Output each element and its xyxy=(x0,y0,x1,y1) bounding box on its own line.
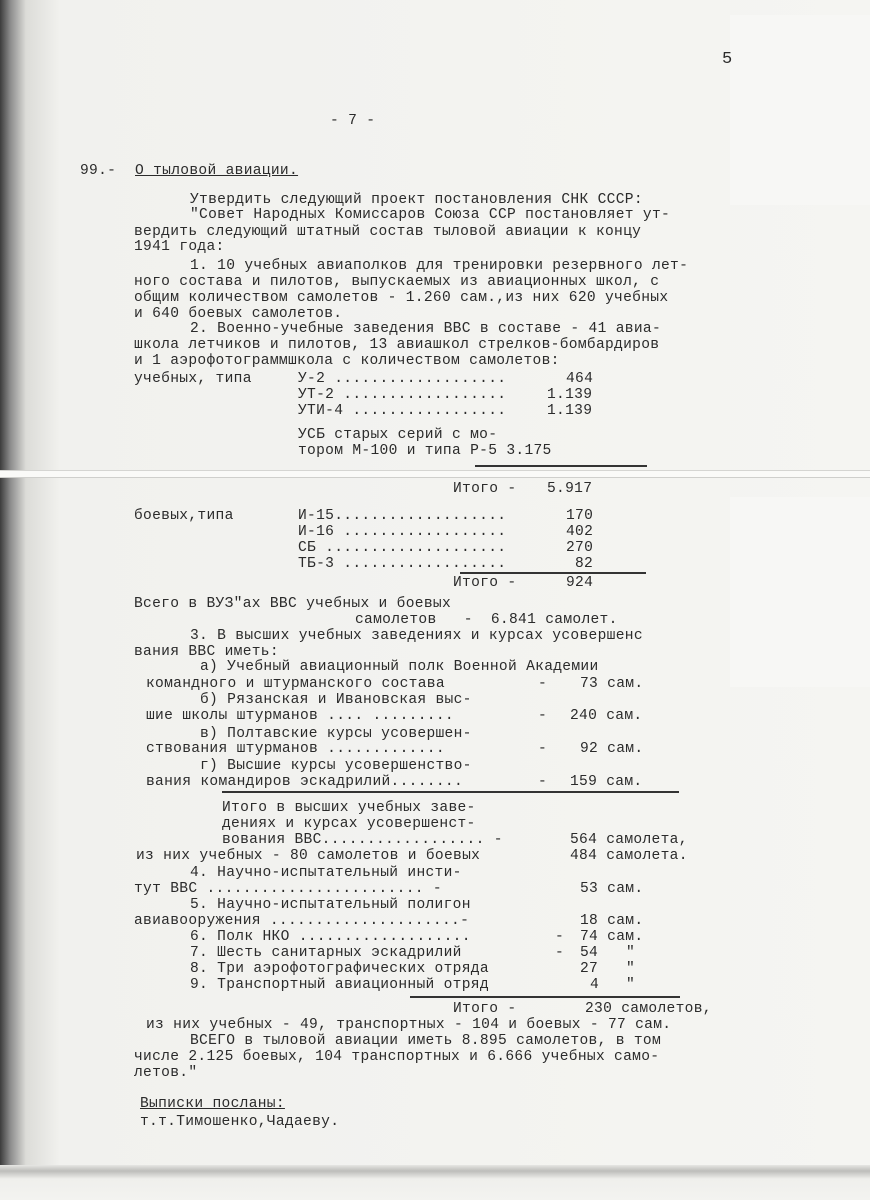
vuz-total-line-2: самолетов - 6.841 самолет. xyxy=(355,612,618,628)
final-total-label: Итого - xyxy=(453,1001,517,1017)
paragraph-7-text: 7. Шесть санитарных эскадрилий xyxy=(190,945,462,961)
paragraph-4-value: 53 сам. xyxy=(580,881,644,897)
scan-seam xyxy=(0,470,870,478)
grand-total-line-3: летов." xyxy=(134,1065,198,1081)
extracts-label: Выписки посланы: xyxy=(140,1096,285,1112)
paragraph-4-line-2: тут ВВС ........................ - xyxy=(134,881,442,897)
paragraph-9-value: 4 xyxy=(590,977,600,993)
item-number: 99.- xyxy=(80,163,117,179)
training-subtotal-rule xyxy=(475,465,647,467)
combat-row-count: 82 xyxy=(575,556,594,572)
paragraph-6-value: 74 сам. xyxy=(580,929,644,945)
p3-item-b-line-2: шие школы штурманов .... ......... xyxy=(146,708,454,724)
final-total-breakdown: из них учебных - 49, транспортных - 104 и боевых - 77 сам. xyxy=(146,1017,672,1033)
paragraph-1-line-4: и 640 боевых самолетов. xyxy=(134,306,343,322)
p3-item-c-line-1: в) Полтавские курсы усовершен- xyxy=(200,726,472,742)
training-row-count: 464 xyxy=(566,371,594,387)
p3-item-a-value: 73 сам. xyxy=(580,676,644,692)
combat-row-count: 402 xyxy=(566,524,594,540)
training-row-name: УТИ-4 ................. xyxy=(298,403,507,419)
paragraph-8-value: 27 xyxy=(580,961,599,977)
intro-line-2: "Совет Народных Комиссаров Союза ССР постановляет ут- xyxy=(190,207,671,223)
p3-item-c-value: 92 сам. xyxy=(580,741,644,757)
combat-row-name: СБ .................... xyxy=(298,540,507,556)
training-row-count: 1.139 xyxy=(547,387,593,403)
p3-subtotal-rule xyxy=(222,791,679,793)
paragraph-5-line-2: авиавооружения .....................- xyxy=(134,913,470,929)
combat-row-name: И-16 .................. xyxy=(298,524,507,540)
paragraph-3-line-1: 3. В высших учебных заведениях и курсах усовершенс xyxy=(190,628,643,644)
combat-row-count: 170 xyxy=(566,508,594,524)
intro-line-3: вердить следующий штатный состав тыловой авиации к концу xyxy=(134,224,642,240)
paragraph-5-line-1: 5. Научно-испытательный полигон xyxy=(190,897,471,913)
paragraph-9-ditto: " xyxy=(626,977,636,993)
vuz-total-line-1: Всего в ВУЗ"ах ВВС учебных и боевых xyxy=(134,596,452,612)
paragraph-3-line-2: вания ВВС иметь: xyxy=(134,644,279,660)
final-subtotal-rule xyxy=(410,996,680,998)
p3-item-b-line-1: б) Рязанская и Ивановская выс- xyxy=(200,692,472,708)
training-usb-line-2: тором М-100 и типа Р-5 3.175 xyxy=(298,443,552,459)
training-row-count: 1.139 xyxy=(547,403,593,419)
p3-item-c-dash: - xyxy=(538,741,548,757)
p3-item-d-line-2: вания командиров эскадрилий........ xyxy=(146,774,464,790)
paragraph-8-text: 8. Три аэрофотографических отряда xyxy=(190,961,489,977)
paragraph-5-value: 18 сам. xyxy=(580,913,644,929)
intro-line-4: 1941 года: xyxy=(134,239,225,255)
page-number: - 7 - xyxy=(330,113,376,129)
higher-total-line-3: вования ВВС.................. - xyxy=(222,832,503,848)
p3-item-b-value: 240 сам. xyxy=(570,708,643,724)
combat-row-name: ТБ-3 .................. xyxy=(298,556,507,572)
combat-subtotal-rule xyxy=(460,572,646,574)
redaction-patch-middle xyxy=(730,497,870,687)
paragraph-1-line-1: 1. 10 учебных авиаполков для тренировки резервного лет- xyxy=(190,258,689,274)
higher-total-line-4: из них учебных - 80 самолетов и боевых xyxy=(136,848,481,864)
recipients: т.т.Тимошенко,Чадаеву. xyxy=(140,1114,340,1130)
page-bottom-edge xyxy=(0,1165,870,1200)
paragraph-2-line-1: 2. Военно-учебные заведения ВВС в составе - 41 авиа- xyxy=(190,321,661,337)
p3-item-d-line-1: г) Высшие курсы усовершенство- xyxy=(200,758,472,774)
p3-item-a-line-1: а) Учебный авиационный полк Военной Академии xyxy=(200,659,599,675)
combat-total-value: 924 xyxy=(566,575,594,591)
p3-item-a-dash: - xyxy=(538,676,548,692)
paragraph-7-ditto: " xyxy=(626,945,636,961)
combat-label: боевых,типа xyxy=(134,508,234,524)
redaction-patch-top xyxy=(730,15,870,205)
p3-item-d-value: 159 сам. xyxy=(570,774,643,790)
corner-mark: 5 xyxy=(722,50,733,69)
paragraph-7-dash: - xyxy=(555,945,565,961)
paragraph-7-value: 54 xyxy=(580,945,599,961)
higher-total-line-1: Итого в высших учебных заве- xyxy=(222,800,476,816)
paragraph-2-line-2: школа летчиков и пилотов, 13 авиашкол стрелков-бомбардиров xyxy=(134,337,660,353)
paragraph-1-line-2: ного состава и пилотов, выпускаемых из авиационных школ, с xyxy=(134,274,660,290)
grand-total-line-1: ВСЕГО в тыловой авиации иметь 8.895 самолетов, в том xyxy=(190,1033,661,1049)
p3-item-d-dash: - xyxy=(538,774,548,790)
combat-row-name: И-15................... xyxy=(298,508,507,524)
paragraph-6-text: 6. Полк НКО ................... xyxy=(190,929,471,945)
training-usb-line-1: УСБ старых серий с мо- xyxy=(298,427,498,443)
paragraph-6-dash: - xyxy=(555,929,565,945)
combat-total-label: Итого - xyxy=(453,575,517,591)
paragraph-9-text: 9. Транспортный авиационный отряд xyxy=(190,977,489,993)
intro-line-1: Утвердить следующий проект постановления СНК СССР: xyxy=(190,192,643,208)
paragraph-1-line-3: общим количеством самолетов - 1.260 сам.,из них 620 учебных xyxy=(134,290,669,306)
higher-total-value-2: 484 самолета. xyxy=(570,848,688,864)
training-row-name: У-2 ................... xyxy=(298,371,507,387)
paragraph-2-line-3: и 1 аэрофотограммшкола с количеством самолетов: xyxy=(134,353,560,369)
p3-item-c-line-2: ствования штурманов ............. xyxy=(146,741,445,757)
training-total-value: 5.917 xyxy=(547,481,593,497)
p3-item-b-dash: - xyxy=(538,708,548,724)
p3-item-a-line-2: командного и штурманского состава xyxy=(146,676,445,692)
item-title: О тыловой авиации. xyxy=(135,163,299,179)
higher-total-line-2: дениях и курсах усовершенст- xyxy=(222,816,476,832)
paragraph-4-line-1: 4. Научно-испытательный инсти- xyxy=(190,865,462,881)
paragraph-8-ditto: " xyxy=(626,961,636,977)
grand-total-line-2: числе 2.125 боевых, 104 транспортных и 6.666 учебных само- xyxy=(134,1049,660,1065)
training-label: учебных, типа xyxy=(134,371,252,387)
training-total-label: Итого - xyxy=(453,481,517,497)
combat-row-count: 270 xyxy=(566,540,594,556)
final-total-value: 230 самолетов, xyxy=(585,1001,712,1017)
higher-total-value-1: 564 самолета, xyxy=(570,832,688,848)
training-row-name: УТ-2 .................. xyxy=(298,387,507,403)
